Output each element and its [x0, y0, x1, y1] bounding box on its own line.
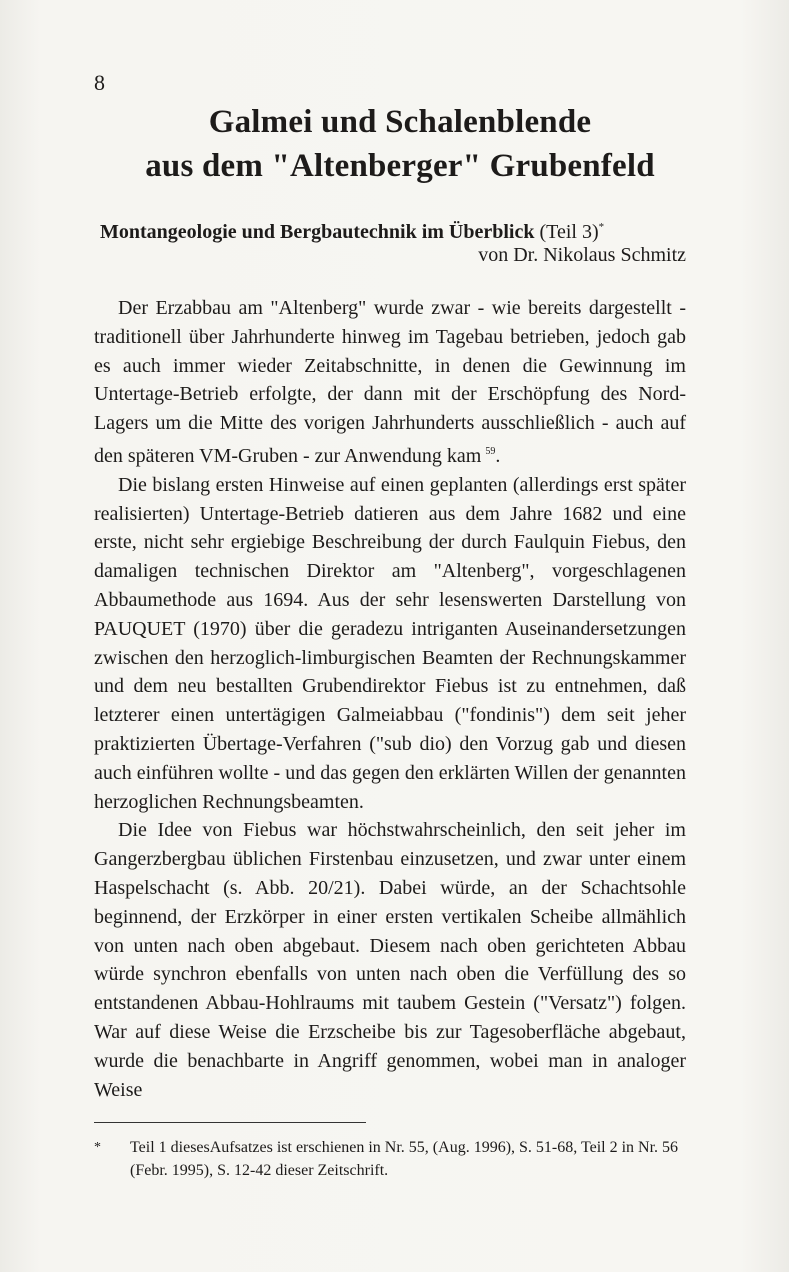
paragraph-2: Die bislang ersten Hinweise auf einen geplanten (allerdings erst später realisierten) Untertage-Betrieb datieren aus dem Jahre 1682 und eine erste, nicht sehr ergiebige Beschreibung der durch Faulquin Fiebus, den damaligen technischen Direktor am "Altenberg", vorgeschlagenen Abbaumethode aus 1694. Aus der sehr lesenswerten Darstellung von PAUQUET (1970) über die geradezu intriganten Auseinandersetzungen zwischen den herzoglich-limburgischen Beamten der Rechnungskammer und dem neu bestallten Grubendirektor Fiebus ist zu entnehmen, daß letzterer einen untertägigen Galmeiabbau ("fondinis") dem seit jeher praktizierten Übertage-Verfahren ("sub dio) den Vorzug gab und diesen auch einführen wollte - und das gegen den erklärten Willen der genannten herzoglichen Rechnungsbeamten.	[94, 473, 686, 813]
footnote-divider	[94, 1122, 366, 1123]
article-subtitle	[100, 214, 700, 245]
page-number: 8	[94, 70, 105, 95]
reference-mark: 59	[485, 445, 496, 457]
article-title	[100, 100, 700, 188]
subtitle-part: (Teil 3)	[539, 221, 599, 243]
footnote-mark: *	[94, 1140, 101, 1155]
paragraph-3: Die Idee von Fiebus war höchstwahrscheinlich, den seit jeher im Gangerzbergbau üblichen Firstenbau einzusetzen, und zwar unter einem Haspelschacht (s. Abb. 20/21). Dabei würde, an der Schachtsohle beginnend, der Erzkörper in einer ersten vertikalen Scheibe allmählich von unten nach oben abgebaut. Diesem nach oben gerichteten Abbau würde synchron ebenfalls von unten nach oben die Verfüllung des so entstandenen Abbau-Hohlraums mit taubem Gestein ("Versatz") folgen. War auf diese Weise die Erzscheibe bis zur Tagesoberfläche abgebaut, wurde die benachbarte in Angriff genommen, wobei man in analoger Weise	[94, 819, 686, 1101]
footnote-text: Teil 1 diesesAufsatzes ist erschienen in Nr. 55, (Aug. 1996), S. 51-68, Teil 2 in Nr. 56 (Febr. 1995), S. 12-42 dieser Zeitschrift.	[130, 1139, 679, 1179]
paragraph-1-end: .	[495, 444, 501, 467]
title-line-1: Galmei und Schalenblende	[208, 104, 592, 140]
author-line: von Dr. Nikolaus Schmitz	[478, 244, 686, 266]
paragraph-1	[94, 294, 686, 471]
subtitle-footnote-mark: *	[598, 221, 605, 233]
footnote	[94, 1136, 694, 1182]
article-body	[94, 294, 686, 1104]
paragraph-1-text: Der Erzabbau am "Altenberg" wurde zwar - wie bereits dargestellt - traditionell über Jahrhunderte hinweg im Tagebau betrieben, jedoch gab es auch immer wieder Zeitabschnitte, in denen die Gewinnung im Untertage-Betrieb erfolgte, der dann mit der Erschöpfung des Nord-Lagers um die Mitte des vorigen Jahrhunderts ausschließlich - auch auf den späteren VM-Gruben - zur Anwendung kam	[94, 297, 686, 467]
title-line-2: aus dem "Altenberger" Grubenfeld	[145, 148, 655, 184]
subtitle-text: Montangeologie und Bergbautechnik im Überblick	[100, 221, 535, 243]
